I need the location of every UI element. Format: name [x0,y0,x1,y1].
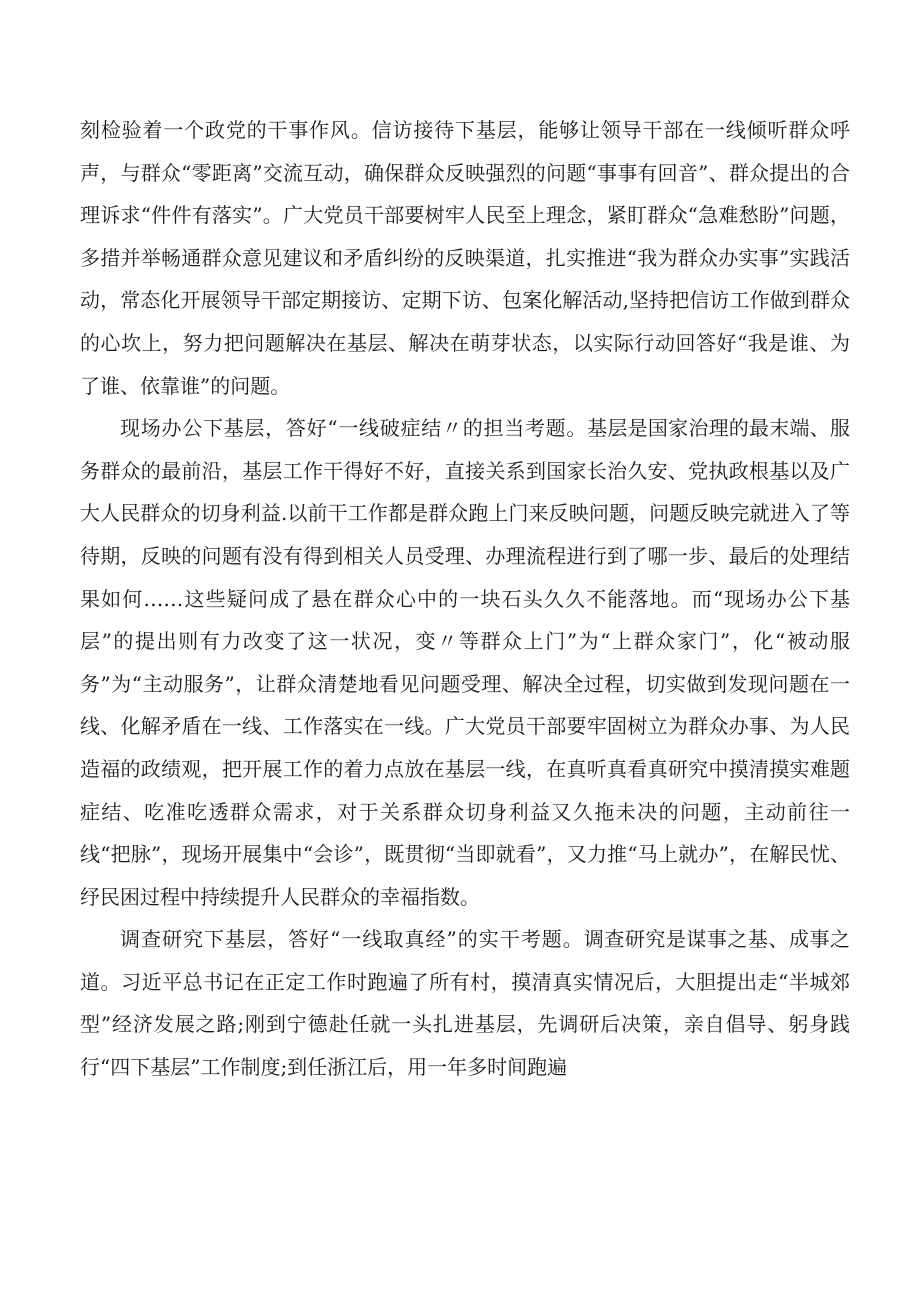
paragraph-2 [80,407,850,918]
paragraph-text: 调查研究是谋事之基、成事之道。习近平总书记在正定工作时跑遍了所有村，摸清真实情况后，大胆提出走“半城郊型”经济发展之路;刚到宁德赴任就一头扎进基层，先调研后决策，亲自倡导、躬身践行“四下基层”工作制度;到任浙江后，用一年多时间跑遍 [80,927,850,1080]
document-body [80,109,850,1089]
paragraph-text: 基层是国家治理的最末端、服务群众的最前沿，基层工作干得好不好，直接关系到国家长治久安、党执政根基以及广大人民群众的切身利益.以前干工作都是群众跑上门来反映问题，问题反映完就进入了等待期，反映的问题有没有得到相关人员受理、办理流程进行到了哪一步、最后的处理结果如何……这些疑问成了悬在群众心中的一块石头久久不能落地。而“现场办公下基层”的提出则有力改变了这一状况，变〃等群众上门”为“上群众家门”，化“被动服务”为“主动服务”，让群众清楚地看见问题受理、解决全过程，切实做到发现问题在一线、化解矛盾在一线、工作落实在一线。广大党员干部要牢固树立为群众办事、为人民造福的政绩观，把开展工作的着力点放在基层一线，在真听真看真研究中摸清摸实难题症结、吃准吃透群众需求，对于关系群众切身利益又久拖未决的问题，主动前往一线“把脉”，现场开展集中“会诊”，既贯彻“当即就看”，又力推“马上就办”，在解民忧、纾民困过程中持续提升人民群众的幸福指数。 [80,416,850,909]
paragraph-text: 刻检验着一个政党的干事作风。信访接待下基层，能够让领导干部在一线倾听群众呼声，与群众“零距离”交流互动，确保群众反映强烈的问题“事事有回音”、群众提出的合理诉求“件件有落实”。广大党员干部要树牢人民至上理念，紧盯群众“急难愁盼”问题，多措并举畅通群众意见建议和矛盾纠纷的反映渠道，扎实推进“我为群众办实事”实践活动，常态化开展领导干部定期接访、定期下访、包案化解活动,坚持把信访工作做到群众的心坎上，努力把问题解决在基层、解决在萌芽状态，以实际行动回答好“我是谁、为了谁、依靠谁”的问题。 [80,118,850,398]
paragraph-lead-sentence: 现场办公下基层，答好“一线破症结〃的担当考题。 [120,416,588,441]
paragraph-3 [80,918,850,1088]
paragraph-1 [80,109,850,407]
paragraph-lead-sentence: 调查研究下基层，答好“一线取真经”的实干考题。 [120,927,584,952]
